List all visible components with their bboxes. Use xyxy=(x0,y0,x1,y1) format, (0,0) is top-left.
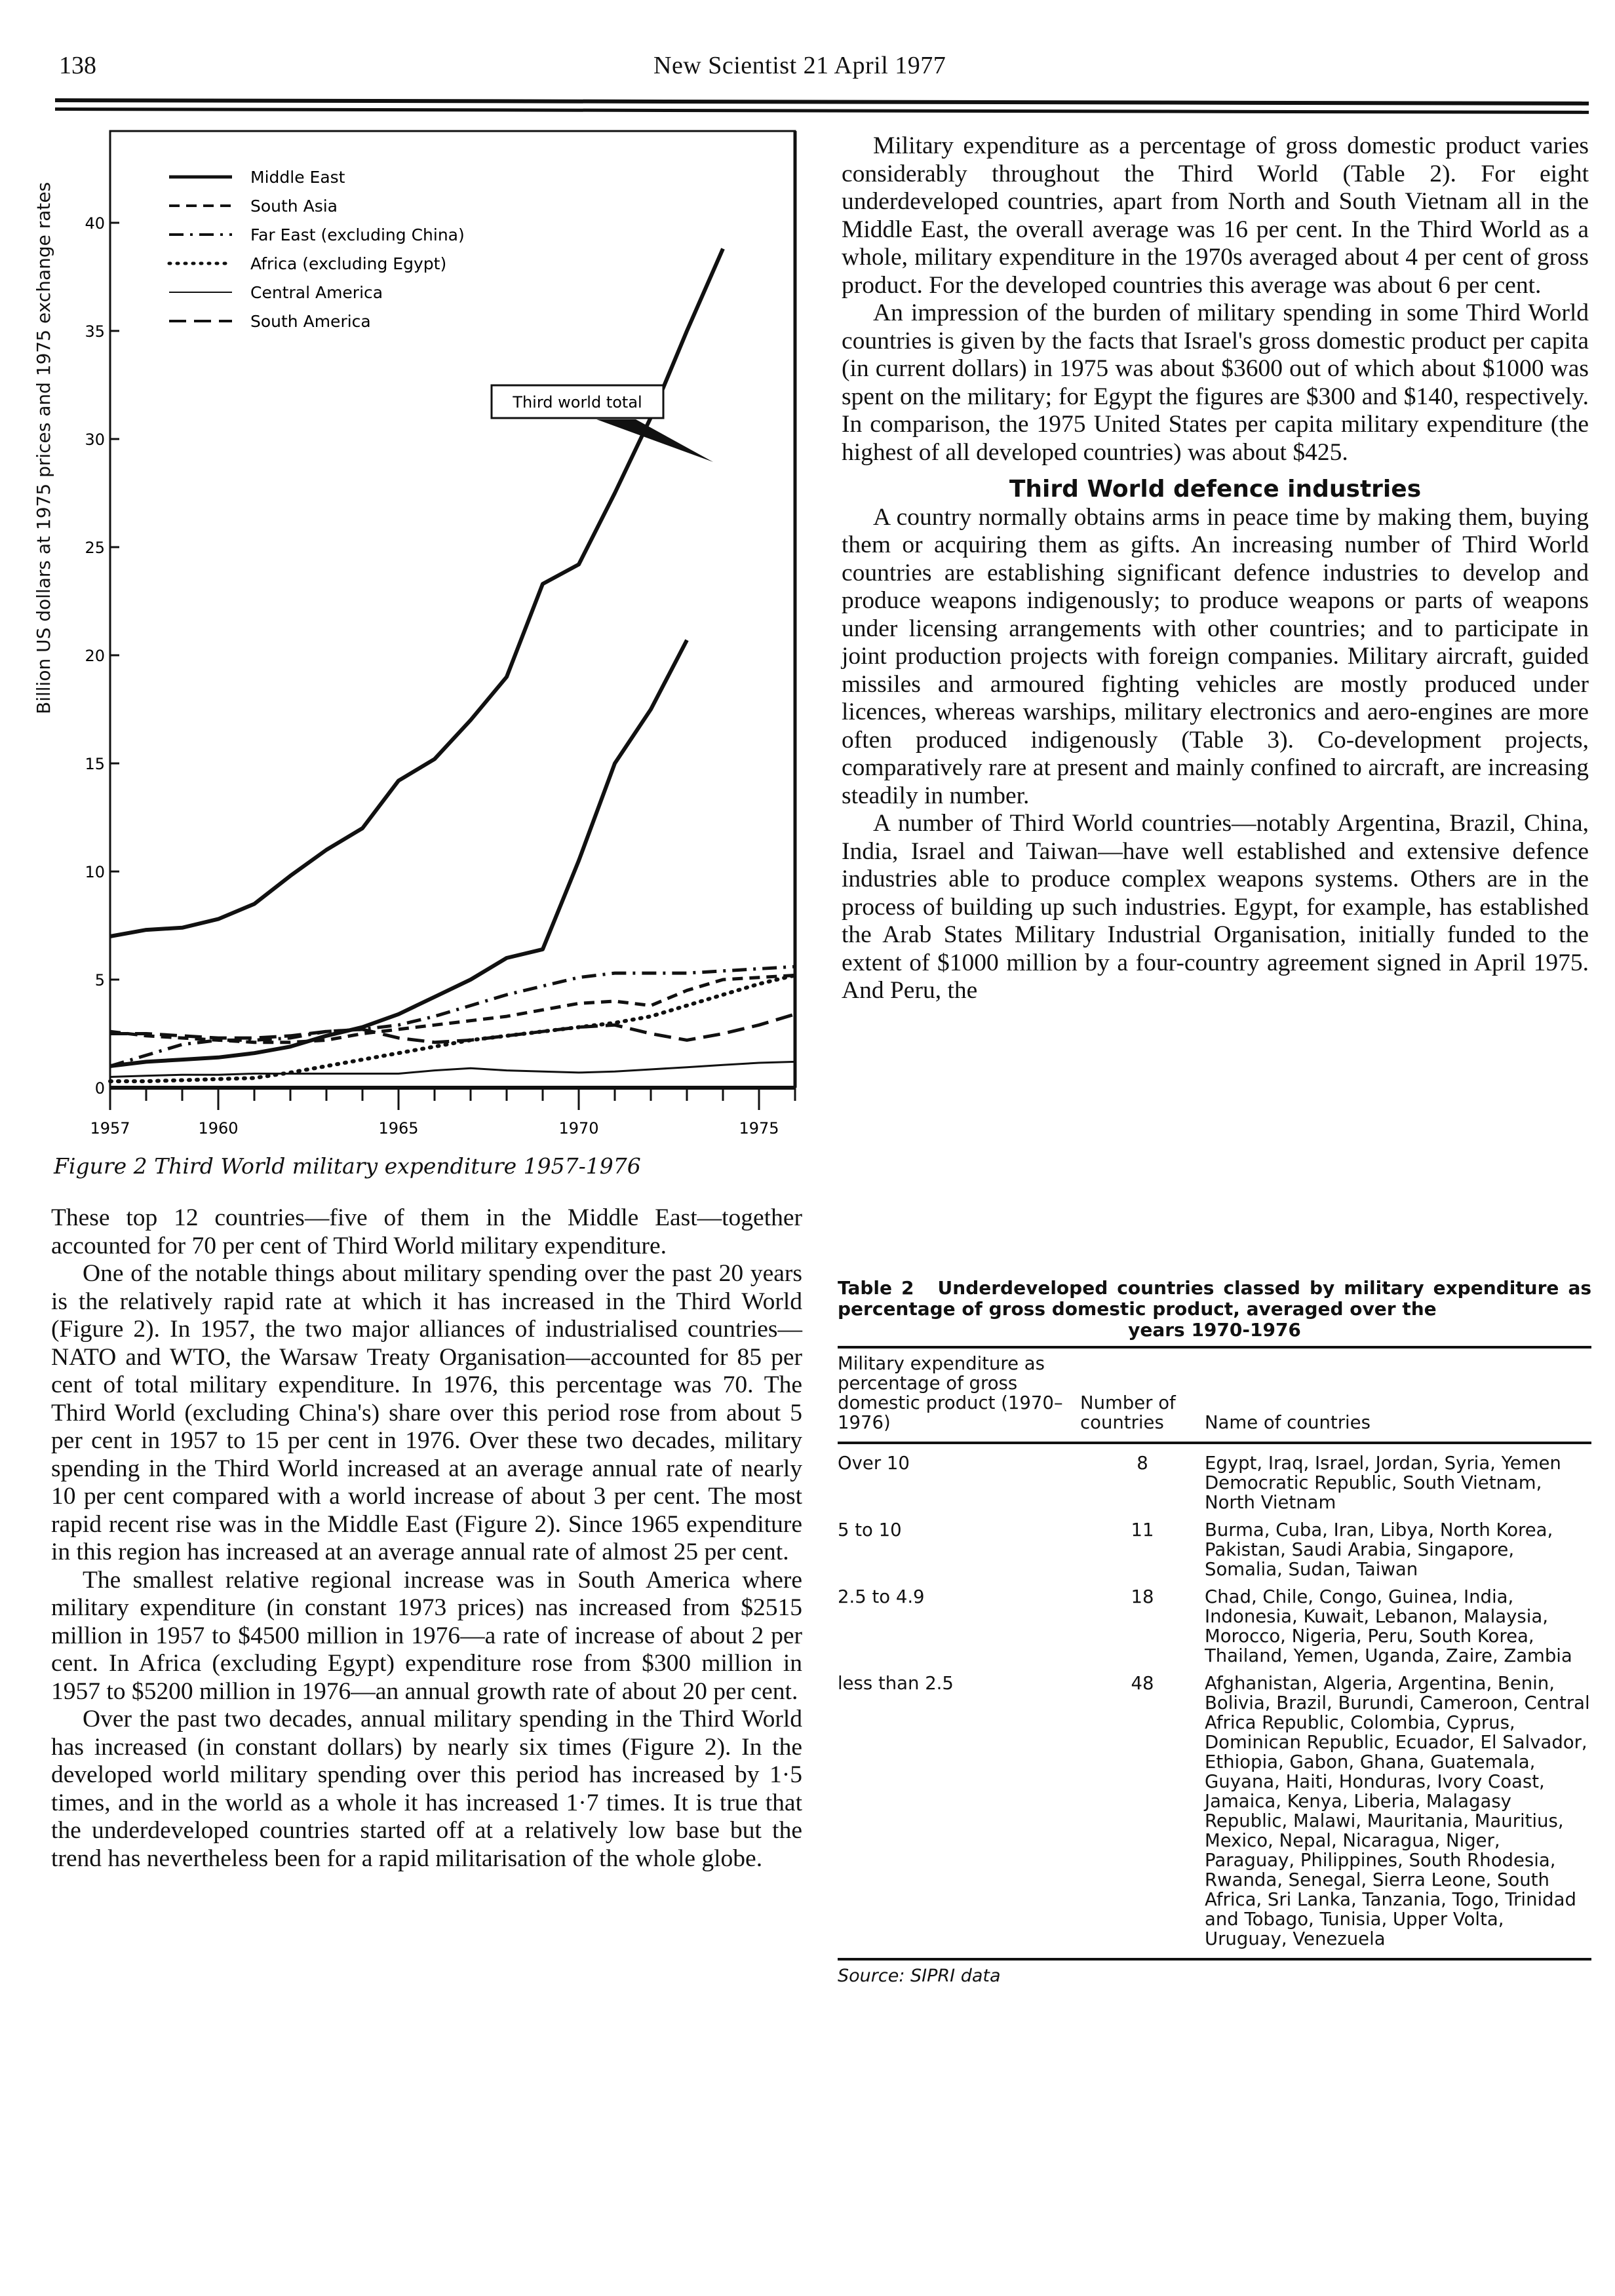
series-line xyxy=(110,975,795,1042)
plot-frame xyxy=(110,131,795,1088)
x-tick-label: 1975 xyxy=(739,1119,779,1138)
series-line xyxy=(110,249,723,936)
series-line xyxy=(110,975,795,1081)
chart-annotation xyxy=(492,385,713,462)
cell-count: 18 xyxy=(1131,1586,1154,1607)
chart-legend xyxy=(169,168,465,331)
cell-range: 5 to 10 xyxy=(838,1520,902,1540)
x-tick-label: 1965 xyxy=(378,1119,419,1138)
section-heading: Third World defence industries xyxy=(1009,476,1422,503)
y-tick-label: 5 xyxy=(94,971,105,989)
paragraph: Over the past two decades, annual military spending in the Third World has increased (in constant dollars) by nearly six times (Figure 2). In the developed world military spending over this period has increased by 1·5 times, and in the world as a whole it has increased 1·7 times. It is true that the underdeveloped countries started off at a relatively low base but the trend has nevertheless been for a rapid militarisation of the whole globe. xyxy=(51,1706,802,1872)
table-row xyxy=(838,1449,1591,1516)
cell-countries: Afghanistan, Algeria, Argentina, Benin, Bolivia, Brazil, Burundi, Cameroon, Central Africa Republic, Colombia, Cyprus, Dominican Republic, Ecuador, El Salvador, Ethiopia, Gabon, Ghana, Guatemala, Guyana, Haiti, Honduras, Ivory Coast, Jamaica, Kenya, Liberia, Malagasy Republic, Malawi, Mauritania, Mauritius, Mexico, Nepal, Nicaragua, Niger, Paraguay, Philippines, South Rhodesia, Rwanda, Senegal, Sierra Leone, South Africa, Sri Lanka, Tanzania, Togo, Trinidad and Tobago, Tunisia, Upper Volta, Uruguay, Venezuela xyxy=(1205,1673,1590,1949)
y-tick-label: 15 xyxy=(85,755,105,773)
table-caption: Underdeveloped countries classed by military expenditure as percentage of gross domestic product, averaged over the xyxy=(838,1277,1592,1320)
chart-axes xyxy=(85,131,795,1138)
y-tick-label: 25 xyxy=(85,539,105,557)
right-column-text xyxy=(842,132,1589,1005)
y-tick-label: 30 xyxy=(85,430,105,449)
paragraph: An impression of the burden of military spending in some Third World countries is given by the facts that Israel's gross domestic product per capita (in current dollars) in 1975 was about $3600 out of which about $1000 was spent on the military; for Egypt the figures are $300 and $140, respectively. In comparison, the 1975 United States per capita military expenditure (the highest of all developed countries) was about $425. xyxy=(842,299,1589,466)
cell-range: less than 2.5 xyxy=(838,1673,954,1694)
page-header xyxy=(41,51,1587,90)
table-rule-top xyxy=(838,1346,1591,1349)
figure-caption: Figure 2 Third World military expenditure 1957-1976 xyxy=(54,1153,641,1179)
page-number: 138 xyxy=(59,52,96,79)
series-line xyxy=(110,1014,795,1043)
column-header: Military expenditure as percentage of gross domestic product (1970–1976) xyxy=(838,1353,1063,1433)
table-caption-last: years 1970-1976 xyxy=(1128,1319,1301,1341)
legend-label: Central America xyxy=(250,283,383,302)
cell-countries: Burma, Cuba, Iran, Libya, North Korea, Pakistan, Saudi Arabia, Singapore, Somalia, Sudan, Taiwan xyxy=(1205,1520,1553,1580)
cell-count: 11 xyxy=(1131,1520,1154,1540)
publication-masthead: New Scientist 21 April 1977 xyxy=(653,52,946,79)
x-tick-label: 1960 xyxy=(198,1119,239,1138)
series-line xyxy=(110,966,795,1066)
cell-range: 2.5 to 4.9 xyxy=(838,1586,925,1607)
table-source: Source: SIPRI data xyxy=(838,1966,1001,1986)
y-tick-label: 10 xyxy=(85,863,105,881)
annotation-pointer xyxy=(596,419,713,462)
table-number: Table 2 xyxy=(838,1277,914,1299)
legend-label: Far East (excluding China) xyxy=(250,225,465,244)
cell-range: Over 10 xyxy=(838,1453,910,1474)
series-line xyxy=(110,1062,795,1077)
chart-series xyxy=(110,249,795,1082)
column-header: Number of countries xyxy=(1080,1392,1176,1433)
x-tick-label: 1957 xyxy=(90,1119,130,1138)
legend-label: South Asia xyxy=(250,197,338,216)
table-rule-bottom xyxy=(838,1958,1591,1961)
data-table xyxy=(838,1354,1591,1953)
paragraph: One of the notable things about military spending over the past 20 years is the relatively rapid rate at which it has increased in the Third World (Figure 2). In 1957, the two major alliances of industrialised countries—NATO and WTO, the Warsaw Treaty Organisation—accounted for 85 per cent of total military expenditure. In 1976, this percentage was 70. The Third World (excluding China's) share over this period rose from about 5 per cent in 1957 to 15 per cent in 1976. Over these two decades, military spending in the Third World increased at an average annual rate of nearly 10 per cent compared with a world increase of about 3 per cent. The most rapid recent rise was in the Middle East (Figure 2). Since 1965 expenditure in this region has increased at an average annual rate of almost 25 per cent. xyxy=(51,1260,802,1565)
table-header-row xyxy=(838,1354,1591,1436)
table-row xyxy=(838,1670,1591,1953)
header-rule-2 xyxy=(55,107,1589,114)
cell-countries: Chad, Chile, Congo, Guinea, India, Indonesia, Kuwait, Lebanon, Malaysia, Morocco, Nigeria, Peru, South Korea, Thailand, Yemen, Uganda, Zaire, Zambia xyxy=(1205,1586,1572,1666)
column-header: Name of countries xyxy=(1205,1412,1371,1433)
x-tick-label: 1970 xyxy=(558,1119,599,1138)
y-tick-label: 35 xyxy=(85,322,105,341)
cell-countries: Egypt, Iraq, Israel, Jordan, Syria, Yemen Democratic Republic, South Vietnam, North Vietnam xyxy=(1205,1453,1561,1513)
figure-2 xyxy=(33,124,806,1199)
y-tick-label: 0 xyxy=(94,1079,105,1098)
y-tick-label: 20 xyxy=(85,647,105,665)
paragraph: The smallest relative regional increase was in South America where military expenditure (in constant 1973 prices) nas increased from $2515 million in 1957 to $4500 million in 1976—a rate of increase of about 2 per cent. In Africa (excluding Egypt) expenditure rose from $300 million in 1957 to $5200 million in 1976—an annual growth rate of about 20 per cent. xyxy=(51,1566,802,1705)
y-axis-label: Billion US dollars at 1975 prices and 1975 exchange rates xyxy=(33,182,54,714)
table-rule-mid xyxy=(838,1442,1591,1444)
series-line xyxy=(110,640,687,1066)
table-row xyxy=(838,1516,1591,1583)
table-row xyxy=(838,1583,1591,1670)
table-title xyxy=(838,1278,1591,1341)
line-chart xyxy=(46,124,806,1147)
paragraph: Military expenditure as a percentage of gross domestic product varies considerably throughout the Third World (Table 2). For eight underdeveloped countries, apart from North and South Vietnam all in the Middle East, the overall average was 16 per cent. In the Third World as a whole, military expenditure in the 1970s averaged about 4 per cent of gross product. For the developed countries this average was about 6 per cent. xyxy=(842,132,1589,299)
legend-label: Africa (excluding Egypt) xyxy=(250,254,447,273)
cell-count: 48 xyxy=(1131,1673,1154,1694)
table-2 xyxy=(838,1278,1591,1986)
paragraph: A number of Third World countries—notably Argentina, Brazil, China, India, Israel and Taiwan—have well established and extensive defence industries able to produce complex weapons systems. Others are in the process of building up such industries. Egypt, for example, has established the Arab States Military Industrial Organisation, initially funded to the extent of $1000 million by a four-country agreement signed in April 1975. And Peru, the xyxy=(842,810,1589,1004)
legend-label: South America xyxy=(250,312,371,331)
legend-label: Middle East xyxy=(250,168,345,187)
cell-count: 8 xyxy=(1137,1453,1148,1474)
y-tick-label: 40 xyxy=(85,214,105,233)
paragraph: A country normally obtains arms in peace time by making them, buying them or acquiring them as gifts. An increasing number of Third World countries are establishing significant defence industries to develop and produce weapons indigenously; to produce weapons or parts of weapons under licensing arrangements with other countries; and to participate in joint production projects with foreign companies. Military aircraft, guided missiles and armoured fighting vehicles are mostly produced under licences, whereas warships, military electronics and aero-engines are more often produced indigenously (Table 3). Co-development projects, comparatively rare at present and mainly confined to aircraft, are increasing steadily in number. xyxy=(842,503,1589,809)
header-rule xyxy=(55,98,1589,105)
annotation-label: Third world total xyxy=(513,393,642,411)
left-column-text xyxy=(51,1204,802,1873)
paragraph: These top 12 countries—five of them in the Middle East—together accounted for 70 per cent of Third World military expenditure. xyxy=(51,1204,802,1259)
